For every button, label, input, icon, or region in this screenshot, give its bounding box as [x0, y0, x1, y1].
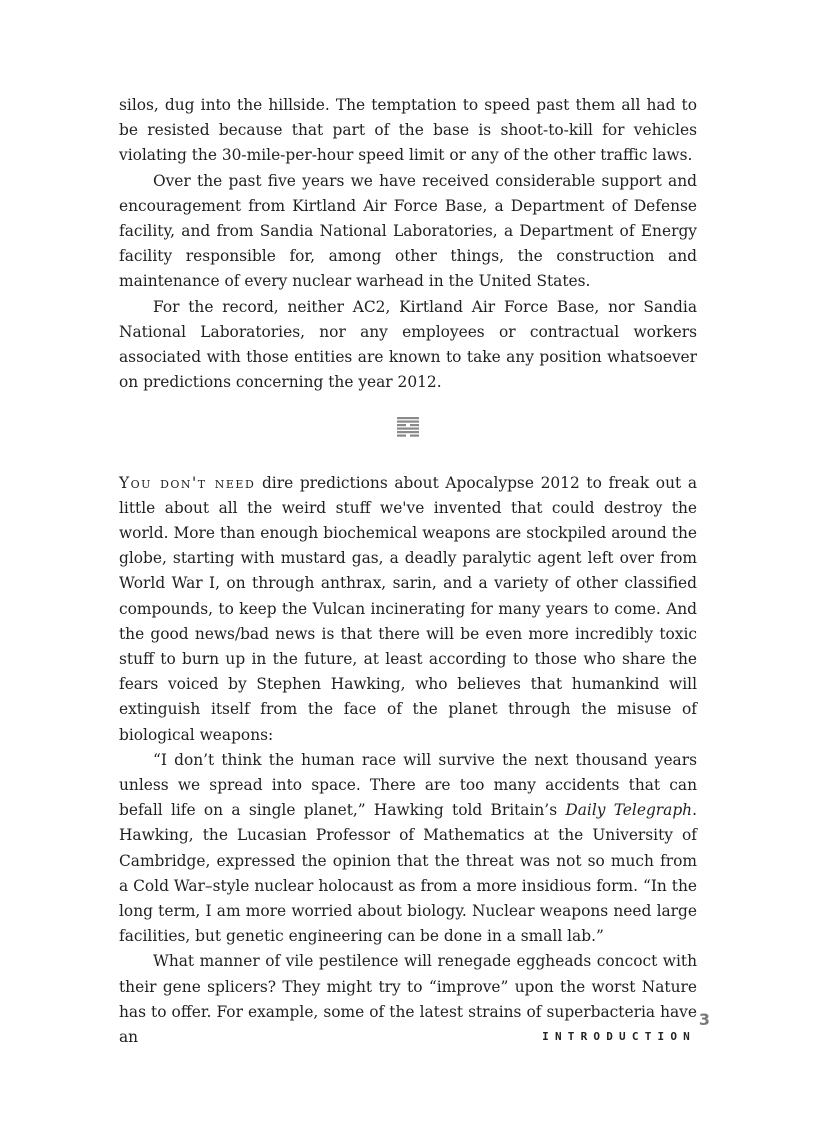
- hexagram-ornament-icon: [397, 417, 419, 437]
- paragraph: What manner of vile pestilence will renegade eggheads concoct with their gene splicers? They might try to “improve” upon the worst Nature has to offer. For example, some of the latest strains of superbacteria have an: [119, 952, 697, 1047]
- paragraph: Over the past five years we have received considerable support and encouragement from Kirtland Air Force Base, a Department of Defense facility, and from Sandia National Laboratories, a Department of Energy facility responsible for, among other things, the construction and maintenance of every nuclear warhead in the United States.: [119, 171, 697, 291]
- paragraph: silos, dug into the hillside. The temptation to speed past them all had to be resisted because that part of the base is shoot-to-kill for vehicles violating the 30-mile-per-hour speed limit or any of the other traffic laws.: [119, 96, 697, 165]
- paragraph: You don't need dire predictions about Apocalypse 2012 to freak out a little about all the weird stuff we've invented that could destroy the world. More than enough biochemical weapons are stockpiled around the globe, starting with mustard gas, a deadly paralytic agent left over from World War I, on through anthrax, sarin, and a variety of other classified compounds, to keep the Vulcan incinerating for many years to come. And the good news/bad news is that there will be even more incredibly toxic stuff to burn up in the future, at least according to those who share the fears voiced by Stephen Hawking, who believes that humankind will extinguish itself from the face of the planet through the misuse of biological weapons:: [119, 473, 697, 744]
- page-body: [119, 93, 697, 1050]
- running-head: INTRODUCTION: [542, 1030, 696, 1043]
- page-number: 3: [698, 1010, 710, 1029]
- small-caps-lead-in: You don't need: [119, 473, 256, 492]
- section-break-ornament: [119, 414, 697, 439]
- publication-title: Daily Telegraph: [565, 801, 693, 820]
- page-footer: [520, 1010, 710, 1050]
- paragraph: For the record, neither AC2, Kirtland Air Force Base, nor Sandia National Laboratories, nor any employees or contractual workers associated with those entities are known to take any position whatsoever on predictions concerning the year 2012.: [119, 297, 697, 392]
- paragraph: “I don’t think the human race will survive the next thousand years unless we spread into space. There are too many accidents that can befall life on a single planet,” Hawking told Britain’s Daily Telegraph. Hawking, the Lucasian Professor of Mathematics at the University of Cambridge, expressed the opinion that the threat was not so much from a Cold War–style nuclear holocaust as from a more insidious form. “In the long term, I am more worried about biology. Nuclear weapons need large facilities, but genetic engineering can be done in a small lab.”: [119, 750, 697, 946]
